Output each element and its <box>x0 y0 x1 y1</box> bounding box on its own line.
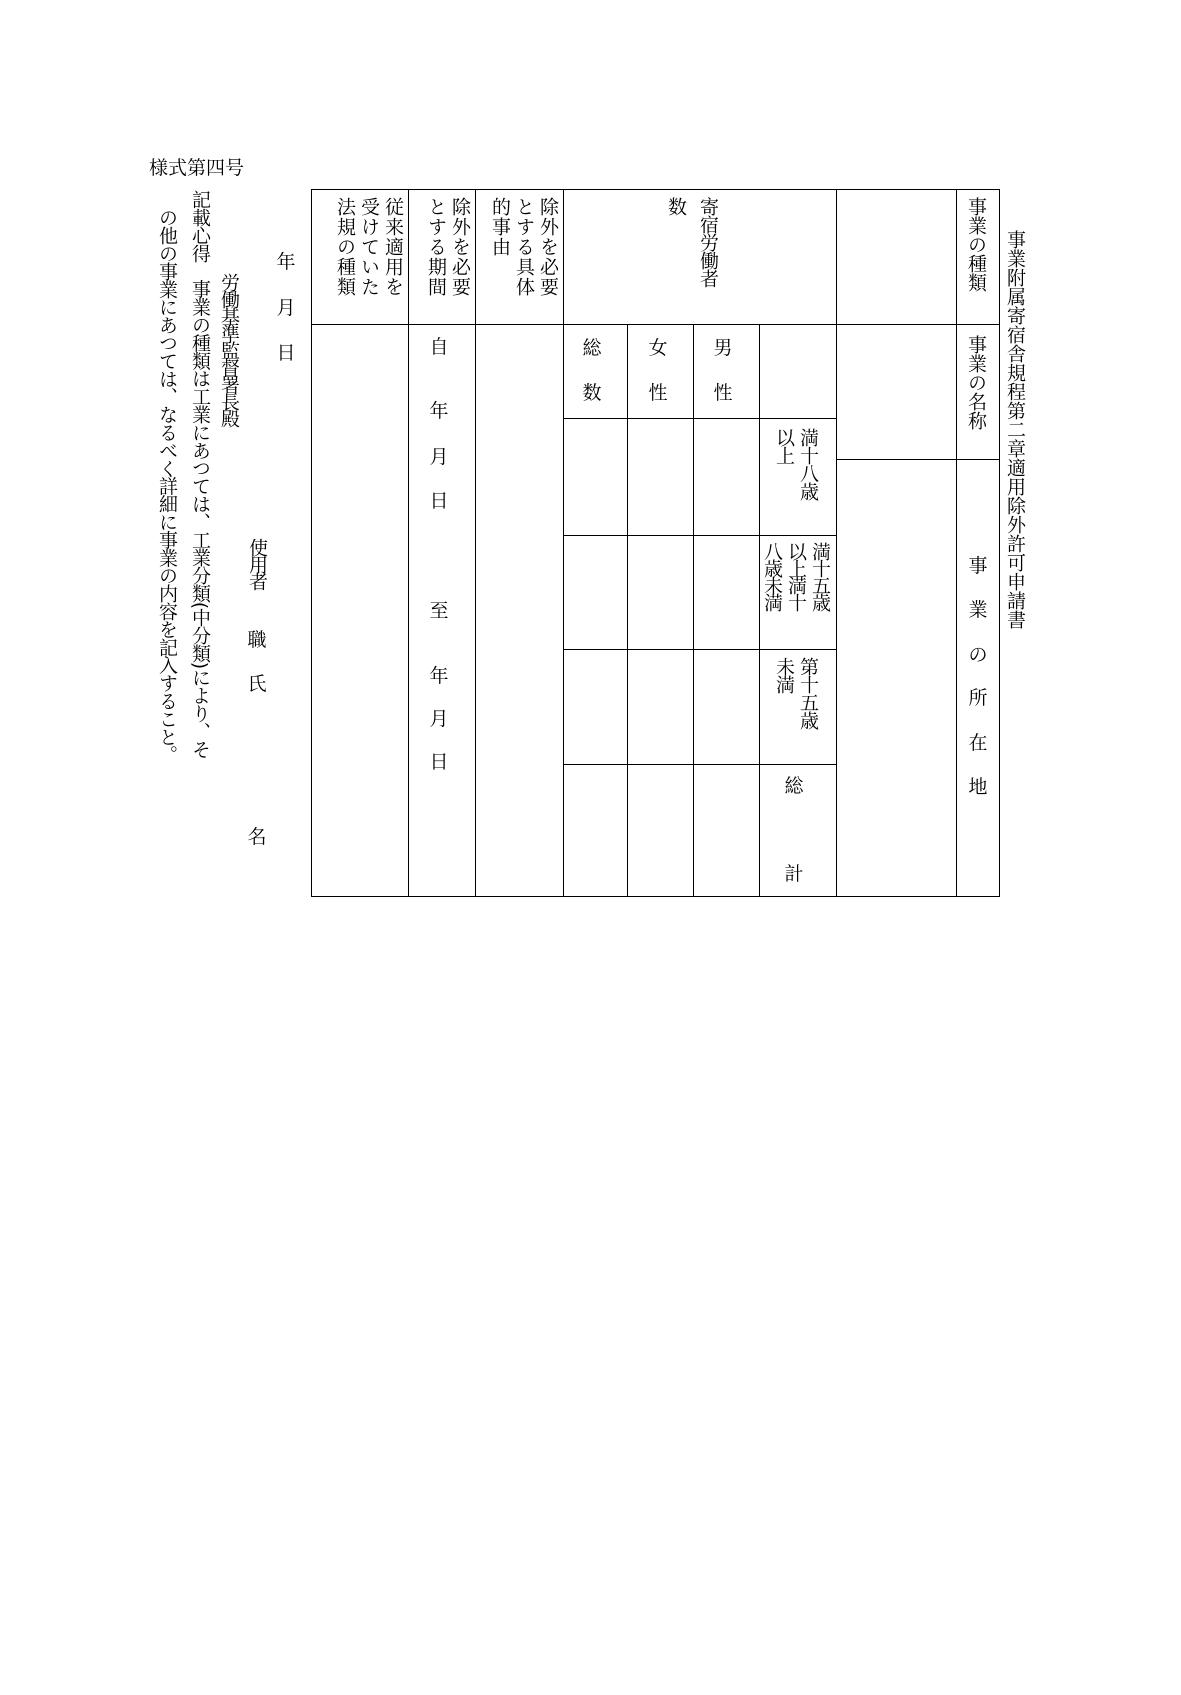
location-char: 業 <box>968 599 988 621</box>
date-month: 月 <box>276 297 296 319</box>
form-number: 様式第四号 <box>149 157 245 179</box>
dormitory-workers-label: 寄宿労働者 数 <box>665 197 719 287</box>
location-char: 在 <box>968 732 988 754</box>
business-type-label: 事業の種類 <box>965 197 987 292</box>
row-label-15-to-18: 満十五歳 以上満十 八歳未満 <box>761 542 831 610</box>
female-col-header: 性 <box>648 382 668 404</box>
applicant-name-label: 名 <box>247 826 267 848</box>
location-char: 地 <box>968 776 988 798</box>
period-year: 年 <box>429 400 449 422</box>
location-char: の <box>968 644 988 666</box>
business-name-label: 事業の名称 <box>965 335 987 430</box>
location-char: 事 <box>968 555 988 577</box>
notes-line-1: 記載心得 事業の種類は工業にあつては、工業分類(中分類)により、そ <box>189 190 211 758</box>
period-to: 至 <box>429 600 449 622</box>
row-label-18-plus: 満十八歳 以上 <box>773 428 819 500</box>
row-label-under-15: 第十五歳 未満 <box>773 657 819 729</box>
applicant-label: 使用者 <box>246 538 268 589</box>
period-day: 日 <box>429 751 449 773</box>
total-col-header: 総 <box>582 337 602 359</box>
female-col-header: 女 <box>648 337 668 359</box>
total-col-header: 数 <box>582 382 602 404</box>
document-title: 事業附属寄宿舎規程第二章適用除外許可申請書 <box>1004 230 1026 629</box>
addressee: 労働基準監督署長殿 <box>218 273 240 426</box>
period-month: 月 <box>429 446 449 468</box>
exemption-period-label: 除外を必要 とする期間 <box>425 197 471 297</box>
previous-law-label: 従来適用を 受けていた 法規の種類 <box>334 197 404 297</box>
applicant-position-label: 職 <box>247 629 267 651</box>
period-from: 自 <box>429 336 449 358</box>
row-label-grand-total: 計 <box>784 863 804 885</box>
applicant-name-label: 氏 <box>247 673 267 695</box>
notes-line-2: の他の事業にあつては、なるべく詳細に事業の内容を記入すること。 <box>156 208 178 763</box>
date-day: 日 <box>276 342 296 364</box>
specific-reason-label: 除外を必要 とする具体 的事由 <box>489 197 559 297</box>
location-char: 所 <box>968 687 988 709</box>
male-col-header: 性 <box>713 382 733 404</box>
period-month: 月 <box>429 708 449 730</box>
male-col-header: 男 <box>713 337 733 359</box>
period-year: 年 <box>429 665 449 687</box>
period-day: 日 <box>429 490 449 512</box>
date-year: 年 <box>276 251 296 273</box>
row-label-grand-total: 総 <box>784 775 804 797</box>
